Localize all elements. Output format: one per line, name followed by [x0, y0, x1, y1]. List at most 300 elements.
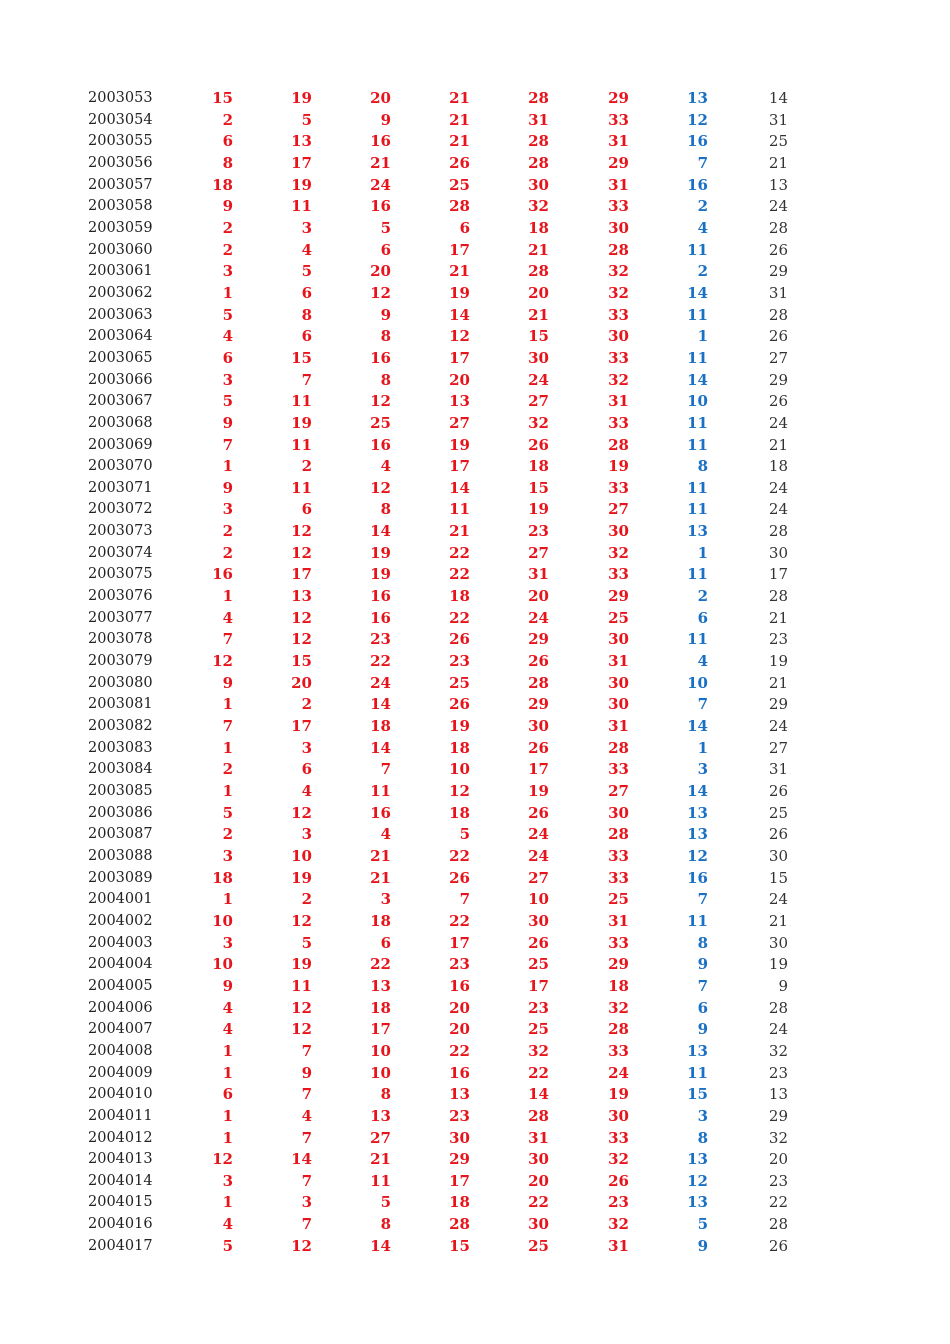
red-ball-6: 19 [608, 1085, 629, 1104]
issue-number: 2003058 [88, 198, 153, 215]
red-ball-6: 30 [608, 673, 629, 692]
red-ball-1: 1 [222, 890, 233, 909]
red-ball-6: 32 [608, 1215, 629, 1234]
extra-value: 21 [768, 435, 788, 454]
blue-ball: 9 [697, 1236, 708, 1255]
blue-ball: 10 [687, 673, 708, 692]
table-row [0, 1019, 950, 1041]
issue-number: 2003054 [88, 111, 153, 128]
red-ball-5: 28 [528, 1106, 549, 1125]
red-ball-3: 8 [380, 1085, 391, 1104]
table-row [0, 911, 950, 933]
issue-number: 2003074 [88, 544, 153, 561]
red-ball-1: 2 [222, 110, 233, 129]
extra-value: 31 [768, 760, 788, 779]
issue-number: 2003082 [88, 718, 153, 735]
red-ball-1: 1 [222, 587, 233, 606]
red-ball-3: 16 [370, 803, 391, 822]
red-ball-2: 15 [291, 348, 312, 367]
red-ball-4: 17 [449, 348, 470, 367]
extra-value: 13 [768, 1085, 788, 1104]
red-ball-3: 16 [370, 197, 391, 216]
table-row [0, 478, 950, 500]
red-ball-5: 26 [528, 435, 549, 454]
issue-number: 2003079 [88, 653, 153, 670]
red-ball-3: 23 [370, 630, 391, 649]
red-ball-2: 7 [301, 1041, 312, 1060]
red-ball-6: 26 [608, 1171, 629, 1190]
red-ball-2: 3 [301, 1193, 312, 1212]
red-ball-5: 21 [528, 305, 549, 324]
red-ball-3: 6 [380, 240, 391, 259]
issue-number: 2003083 [88, 739, 153, 756]
table-row [0, 564, 950, 586]
red-ball-6: 31 [608, 132, 629, 151]
blue-ball: 3 [697, 760, 708, 779]
blue-ball: 11 [687, 1063, 708, 1082]
red-ball-6: 28 [608, 435, 629, 454]
red-ball-1: 5 [222, 803, 233, 822]
red-ball-6: 33 [608, 110, 629, 129]
table-row [0, 629, 950, 651]
red-ball-5: 23 [528, 522, 549, 541]
red-ball-5: 15 [528, 327, 549, 346]
red-ball-2: 12 [291, 543, 312, 562]
red-ball-2: 9 [301, 1063, 312, 1082]
extra-value: 26 [768, 825, 788, 844]
red-ball-3: 11 [370, 782, 391, 800]
issue-number: 2003068 [88, 414, 153, 431]
extra-value: 26 [768, 1236, 788, 1255]
red-ball-3: 4 [380, 825, 391, 844]
red-ball-4: 21 [449, 110, 470, 129]
table-row [0, 370, 950, 392]
blue-ball: 6 [697, 998, 708, 1017]
table-row [0, 933, 950, 955]
extra-value: 25 [768, 132, 788, 151]
table-row [0, 846, 950, 868]
red-ball-5: 32 [528, 197, 549, 216]
extra-value: 28 [768, 1215, 788, 1234]
red-ball-2: 8 [301, 305, 312, 324]
blue-ball: 13 [687, 1041, 708, 1060]
red-ball-4: 6 [459, 218, 470, 237]
red-ball-4: 20 [449, 370, 470, 389]
red-ball-1: 1 [222, 1128, 233, 1147]
extra-value: 32 [768, 1041, 788, 1060]
red-ball-3: 12 [370, 478, 391, 497]
red-ball-5: 26 [528, 738, 549, 757]
red-ball-5: 27 [528, 543, 549, 562]
extra-value: 28 [768, 522, 788, 541]
red-ball-3: 27 [370, 1128, 391, 1147]
red-ball-4: 13 [449, 392, 470, 411]
red-ball-5: 30 [528, 911, 549, 930]
table-row [0, 305, 950, 327]
red-ball-6: 31 [608, 175, 629, 194]
red-ball-1: 12 [212, 1150, 233, 1169]
red-ball-6: 33 [608, 348, 629, 367]
red-ball-5: 20 [528, 283, 549, 302]
issue-number: 2003081 [88, 696, 153, 713]
table-row [0, 759, 950, 781]
red-ball-1: 1 [222, 1193, 233, 1212]
red-ball-3: 20 [370, 89, 391, 107]
red-ball-2: 15 [291, 652, 312, 671]
blue-ball: 11 [687, 500, 708, 519]
blue-ball: 10 [687, 392, 708, 411]
red-ball-6: 31 [608, 911, 629, 930]
issue-number: 2003086 [88, 804, 153, 821]
red-ball-1: 10 [212, 955, 233, 974]
table-row [0, 499, 950, 521]
red-ball-3: 21 [370, 846, 391, 865]
red-ball-4: 18 [449, 738, 470, 757]
red-ball-5: 25 [528, 1236, 549, 1255]
table-row [0, 1171, 950, 1193]
red-ball-4: 26 [449, 868, 470, 887]
red-ball-2: 6 [301, 500, 312, 519]
red-ball-5: 27 [528, 868, 549, 887]
red-ball-3: 5 [380, 218, 391, 237]
blue-ball: 15 [687, 1085, 708, 1104]
blue-ball: 11 [687, 478, 708, 497]
issue-number: 2004004 [88, 956, 153, 973]
blue-ball: 7 [697, 695, 708, 714]
extra-value: 24 [768, 1020, 788, 1039]
red-ball-5: 26 [528, 933, 549, 952]
red-ball-2: 6 [301, 283, 312, 302]
red-ball-2: 5 [301, 262, 312, 281]
red-ball-6: 25 [608, 890, 629, 909]
issue-number: 2003077 [88, 609, 153, 626]
red-ball-1: 1 [222, 695, 233, 714]
red-ball-2: 12 [291, 998, 312, 1017]
extra-value: 29 [768, 1106, 788, 1125]
red-ball-2: 2 [301, 890, 312, 909]
table-row [0, 803, 950, 825]
issue-number: 2004016 [88, 1216, 153, 1233]
extra-value: 23 [768, 1171, 788, 1190]
red-ball-1: 6 [222, 1085, 233, 1104]
red-ball-2: 3 [301, 738, 312, 757]
red-ball-3: 19 [370, 543, 391, 562]
extra-value: 26 [768, 327, 788, 346]
red-ball-1: 18 [212, 868, 233, 887]
red-ball-5: 17 [528, 976, 549, 995]
red-ball-2: 12 [291, 522, 312, 541]
red-ball-1: 4 [222, 998, 233, 1017]
table-row [0, 435, 950, 457]
blue-ball: 13 [687, 803, 708, 822]
red-ball-3: 11 [370, 1171, 391, 1190]
red-ball-4: 19 [449, 283, 470, 302]
extra-value: 29 [768, 695, 788, 714]
red-ball-3: 16 [370, 348, 391, 367]
red-ball-3: 9 [380, 305, 391, 324]
red-ball-2: 2 [301, 457, 312, 476]
red-ball-5: 21 [528, 240, 549, 259]
blue-ball: 8 [697, 933, 708, 952]
table-row [0, 738, 950, 760]
red-ball-1: 1 [222, 738, 233, 757]
red-ball-4: 26 [449, 695, 470, 714]
red-ball-5: 10 [528, 890, 549, 909]
red-ball-5: 28 [528, 132, 549, 151]
table-row [0, 998, 950, 1020]
blue-ball: 13 [687, 825, 708, 844]
table-row [0, 1063, 950, 1085]
red-ball-5: 20 [528, 1171, 549, 1190]
red-ball-1: 1 [222, 782, 233, 800]
red-ball-1: 3 [222, 1171, 233, 1190]
table-row [0, 651, 950, 673]
red-ball-4: 22 [449, 846, 470, 865]
red-ball-2: 10 [291, 846, 312, 865]
red-ball-6: 33 [608, 760, 629, 779]
red-ball-3: 16 [370, 608, 391, 627]
red-ball-5: 18 [528, 218, 549, 237]
red-ball-6: 24 [608, 1063, 629, 1082]
red-ball-3: 14 [370, 1236, 391, 1255]
table-row [0, 153, 950, 175]
red-ball-5: 28 [528, 89, 549, 107]
blue-ball: 14 [687, 370, 708, 389]
red-ball-2: 11 [291, 435, 312, 454]
red-ball-5: 32 [528, 413, 549, 432]
red-ball-6: 33 [608, 478, 629, 497]
table-row [0, 175, 950, 197]
red-ball-1: 3 [222, 370, 233, 389]
table-row [0, 976, 950, 998]
red-ball-5: 25 [528, 1020, 549, 1039]
red-ball-1: 2 [222, 760, 233, 779]
table-row [0, 348, 950, 370]
red-ball-6: 25 [608, 608, 629, 627]
red-ball-4: 30 [449, 1128, 470, 1147]
extra-value: 29 [768, 370, 788, 389]
issue-number: 2003076 [88, 588, 153, 605]
red-ball-4: 17 [449, 1171, 470, 1190]
red-ball-4: 29 [449, 1150, 470, 1169]
red-ball-3: 16 [370, 587, 391, 606]
issue-number: 2003087 [88, 826, 153, 843]
red-ball-6: 30 [608, 1106, 629, 1125]
red-ball-1: 9 [222, 478, 233, 497]
table-row [0, 586, 950, 608]
red-ball-5: 22 [528, 1063, 549, 1082]
red-ball-3: 12 [370, 392, 391, 411]
red-ball-3: 7 [380, 760, 391, 779]
issue-number: 2004008 [88, 1042, 153, 1059]
red-ball-2: 17 [291, 153, 312, 172]
blue-ball: 11 [687, 435, 708, 454]
table-row [0, 261, 950, 283]
red-ball-1: 1 [222, 283, 233, 302]
red-ball-2: 7 [301, 370, 312, 389]
red-ball-4: 16 [449, 1063, 470, 1082]
blue-ball: 11 [687, 305, 708, 324]
red-ball-4: 23 [449, 1106, 470, 1125]
red-ball-3: 21 [370, 868, 391, 887]
red-ball-5: 30 [528, 717, 549, 736]
red-ball-3: 24 [370, 673, 391, 692]
red-ball-6: 32 [608, 370, 629, 389]
blue-ball: 1 [697, 738, 708, 757]
red-ball-4: 25 [449, 175, 470, 194]
red-ball-4: 5 [459, 825, 470, 844]
red-ball-4: 22 [449, 565, 470, 584]
red-ball-6: 29 [608, 955, 629, 974]
red-ball-1: 4 [222, 327, 233, 346]
extra-value: 14 [768, 89, 788, 107]
issue-number: 2003085 [88, 783, 153, 799]
red-ball-6: 33 [608, 565, 629, 584]
red-ball-2: 5 [301, 933, 312, 952]
red-ball-2: 7 [301, 1171, 312, 1190]
red-ball-5: 19 [528, 782, 549, 800]
extra-value: 27 [768, 738, 788, 757]
red-ball-3: 18 [370, 998, 391, 1017]
red-ball-2: 20 [291, 673, 312, 692]
extra-value: 29 [768, 262, 788, 281]
red-ball-2: 6 [301, 760, 312, 779]
red-ball-3: 19 [370, 565, 391, 584]
extra-value: 23 [768, 630, 788, 649]
red-ball-1: 9 [222, 976, 233, 995]
red-ball-1: 4 [222, 1020, 233, 1039]
red-ball-4: 22 [449, 1041, 470, 1060]
red-ball-4: 17 [449, 457, 470, 476]
red-ball-5: 28 [528, 673, 549, 692]
blue-ball: 12 [687, 110, 708, 129]
extra-value: 26 [768, 392, 788, 411]
red-ball-4: 22 [449, 543, 470, 562]
blue-ball: 3 [697, 1106, 708, 1125]
red-ball-5: 31 [528, 565, 549, 584]
red-ball-3: 20 [370, 262, 391, 281]
red-ball-4: 28 [449, 197, 470, 216]
issue-number: 2003067 [88, 393, 153, 410]
red-ball-3: 13 [370, 976, 391, 995]
red-ball-6: 30 [608, 218, 629, 237]
red-ball-4: 20 [449, 998, 470, 1017]
table-row [0, 608, 950, 630]
red-ball-1: 2 [222, 218, 233, 237]
red-ball-1: 8 [222, 153, 233, 172]
red-ball-5: 25 [528, 955, 549, 974]
table-row [0, 218, 950, 240]
table-row [0, 88, 950, 110]
red-ball-6: 33 [608, 1128, 629, 1147]
red-ball-3: 17 [370, 1020, 391, 1039]
red-ball-6: 32 [608, 283, 629, 302]
issue-number: 2004006 [88, 999, 153, 1016]
issue-number: 2003053 [88, 90, 153, 106]
issue-number: 2003062 [88, 284, 153, 301]
red-ball-3: 8 [380, 1215, 391, 1234]
red-ball-6: 32 [608, 1150, 629, 1169]
red-ball-5: 32 [528, 1041, 549, 1060]
lottery-results-table [0, 88, 950, 1257]
table-row [0, 456, 950, 478]
red-ball-2: 7 [301, 1215, 312, 1234]
red-ball-2: 12 [291, 630, 312, 649]
red-ball-1: 9 [222, 673, 233, 692]
red-ball-3: 10 [370, 1063, 391, 1082]
extra-value: 21 [768, 608, 788, 627]
blue-ball: 2 [697, 262, 708, 281]
red-ball-1: 9 [222, 197, 233, 216]
red-ball-5: 23 [528, 998, 549, 1017]
blue-ball: 11 [687, 240, 708, 259]
red-ball-1: 6 [222, 348, 233, 367]
red-ball-4: 21 [449, 522, 470, 541]
red-ball-1: 18 [212, 175, 233, 194]
blue-ball: 8 [697, 457, 708, 476]
blue-ball: 16 [687, 132, 708, 151]
extra-value: 28 [768, 998, 788, 1017]
red-ball-2: 17 [291, 717, 312, 736]
red-ball-5: 15 [528, 478, 549, 497]
red-ball-1: 1 [222, 457, 233, 476]
extra-value: 32 [768, 1128, 788, 1147]
red-ball-3: 21 [370, 1150, 391, 1169]
extra-value: 19 [768, 955, 788, 974]
table-row [0, 240, 950, 262]
issue-number: 2004014 [88, 1172, 153, 1189]
red-ball-5: 24 [528, 846, 549, 865]
blue-ball: 7 [697, 890, 708, 909]
red-ball-2: 12 [291, 608, 312, 627]
red-ball-2: 12 [291, 1020, 312, 1039]
red-ball-4: 28 [449, 1215, 470, 1234]
issue-number: 2003056 [88, 154, 153, 171]
red-ball-2: 2 [301, 695, 312, 714]
extra-value: 20 [768, 1150, 788, 1169]
red-ball-3: 21 [370, 153, 391, 172]
extra-value: 19 [768, 652, 788, 671]
red-ball-1: 3 [222, 933, 233, 952]
red-ball-1: 7 [222, 717, 233, 736]
red-ball-3: 24 [370, 175, 391, 194]
red-ball-3: 4 [380, 457, 391, 476]
red-ball-4: 25 [449, 673, 470, 692]
blue-ball: 16 [687, 868, 708, 887]
issue-number: 2003071 [88, 479, 153, 496]
red-ball-5: 27 [528, 392, 549, 411]
table-row [0, 1149, 950, 1171]
issue-number: 2004002 [88, 912, 153, 929]
red-ball-4: 23 [449, 652, 470, 671]
blue-ball: 11 [687, 911, 708, 930]
red-ball-2: 4 [301, 240, 312, 259]
red-ball-1: 16 [212, 565, 233, 584]
red-ball-2: 3 [301, 825, 312, 844]
extra-value: 24 [768, 478, 788, 497]
red-ball-6: 33 [608, 1041, 629, 1060]
red-ball-2: 19 [291, 175, 312, 194]
issue-number: 2003073 [88, 523, 153, 540]
red-ball-4: 11 [449, 500, 470, 519]
blue-ball: 2 [697, 197, 708, 216]
red-ball-1: 4 [222, 608, 233, 627]
table-row [0, 781, 950, 803]
blue-ball: 4 [697, 652, 708, 671]
red-ball-4: 16 [449, 976, 470, 995]
red-ball-4: 15 [449, 1236, 470, 1255]
blue-ball: 13 [687, 1150, 708, 1169]
